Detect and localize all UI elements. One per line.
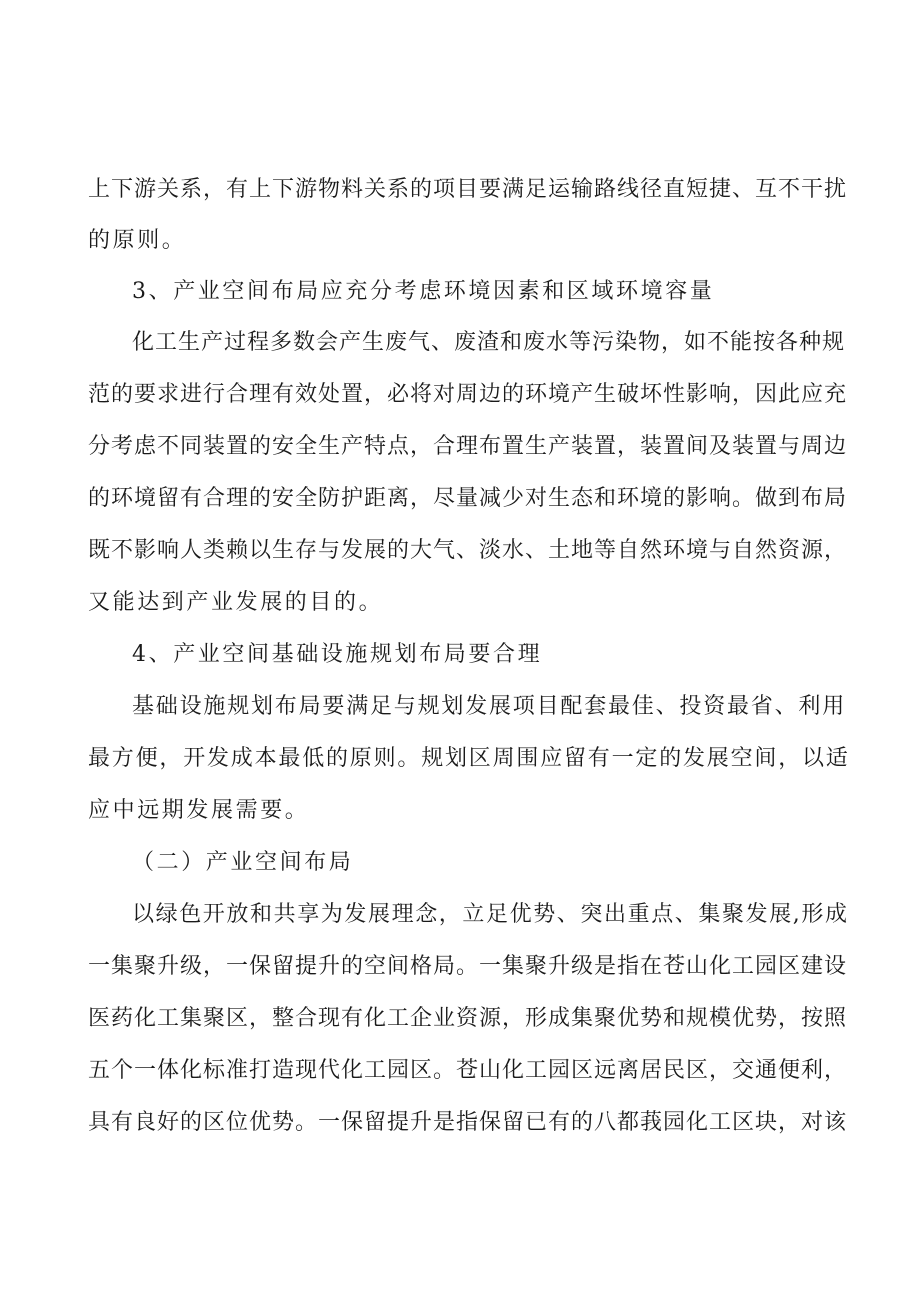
text-line: 分考虑不同装置的安全生产特点，合理布置生产装置，装置间及装置与周边 bbox=[88, 434, 848, 459]
text-line: 五个一体化标准打造现代化工园区。苍山化工园区远离居民区，交通便利， bbox=[88, 1058, 848, 1083]
text-line: 基础设施规划布局要满足与规划发展项目配套最佳、投资最省、利用 bbox=[132, 694, 847, 719]
text-line: 上下游关系，有上下游物料关系的项目要满足运输路线径直短捷、互不干扰 bbox=[88, 177, 848, 202]
text-line: 以绿色开放和共享为发展理念，立足优势、突出重点、集聚发展,形成 bbox=[132, 902, 849, 927]
text-line: 又能达到产业发展的目的。 bbox=[88, 590, 384, 615]
text-line: 的环境留有合理的安全防护距离，尽量减少对生态和环境的影响。做到布局 bbox=[88, 486, 848, 511]
subsection-heading: （二）产业空间布局 bbox=[132, 850, 354, 875]
section-heading-3: 3、产业空间布局应充分考虑环境因素和区域环境容量 bbox=[132, 279, 715, 304]
text-line: 医药化工集聚区，整合现有化工企业资源，形成集聚优势和规模优势，按照 bbox=[88, 1006, 848, 1031]
text-line: 应中远期发展需要。 bbox=[88, 798, 310, 823]
text-line: 的原则。 bbox=[88, 228, 187, 253]
text-line: 一集聚升级，一保留提升的空间格局。一集聚升级是指在苍山化工园区建设 bbox=[88, 954, 848, 979]
section-heading-4: 4、产业空间基础设施规划布局要合理 bbox=[132, 642, 543, 667]
text-line: 范的要求进行合理有效处置，必将对周边的环境产生破坏性影响，因此应充 bbox=[88, 382, 848, 407]
text-line: 具有良好的区位优势。一保留提升是指保留已有的八都莪园化工区块，对该 bbox=[88, 1110, 848, 1135]
text-line: 化工生产过程多数会产生废气、废渣和废水等污染物，如不能按各种规 bbox=[132, 330, 846, 355]
text-line: 既不影响人类赖以生存与发展的大气、淡水、土地等自然环境与自然资源， bbox=[88, 538, 848, 563]
text-line: 最方便，开发成本最低的原则。规划区周围应留有一定的发展空间，以适 bbox=[88, 746, 850, 771]
